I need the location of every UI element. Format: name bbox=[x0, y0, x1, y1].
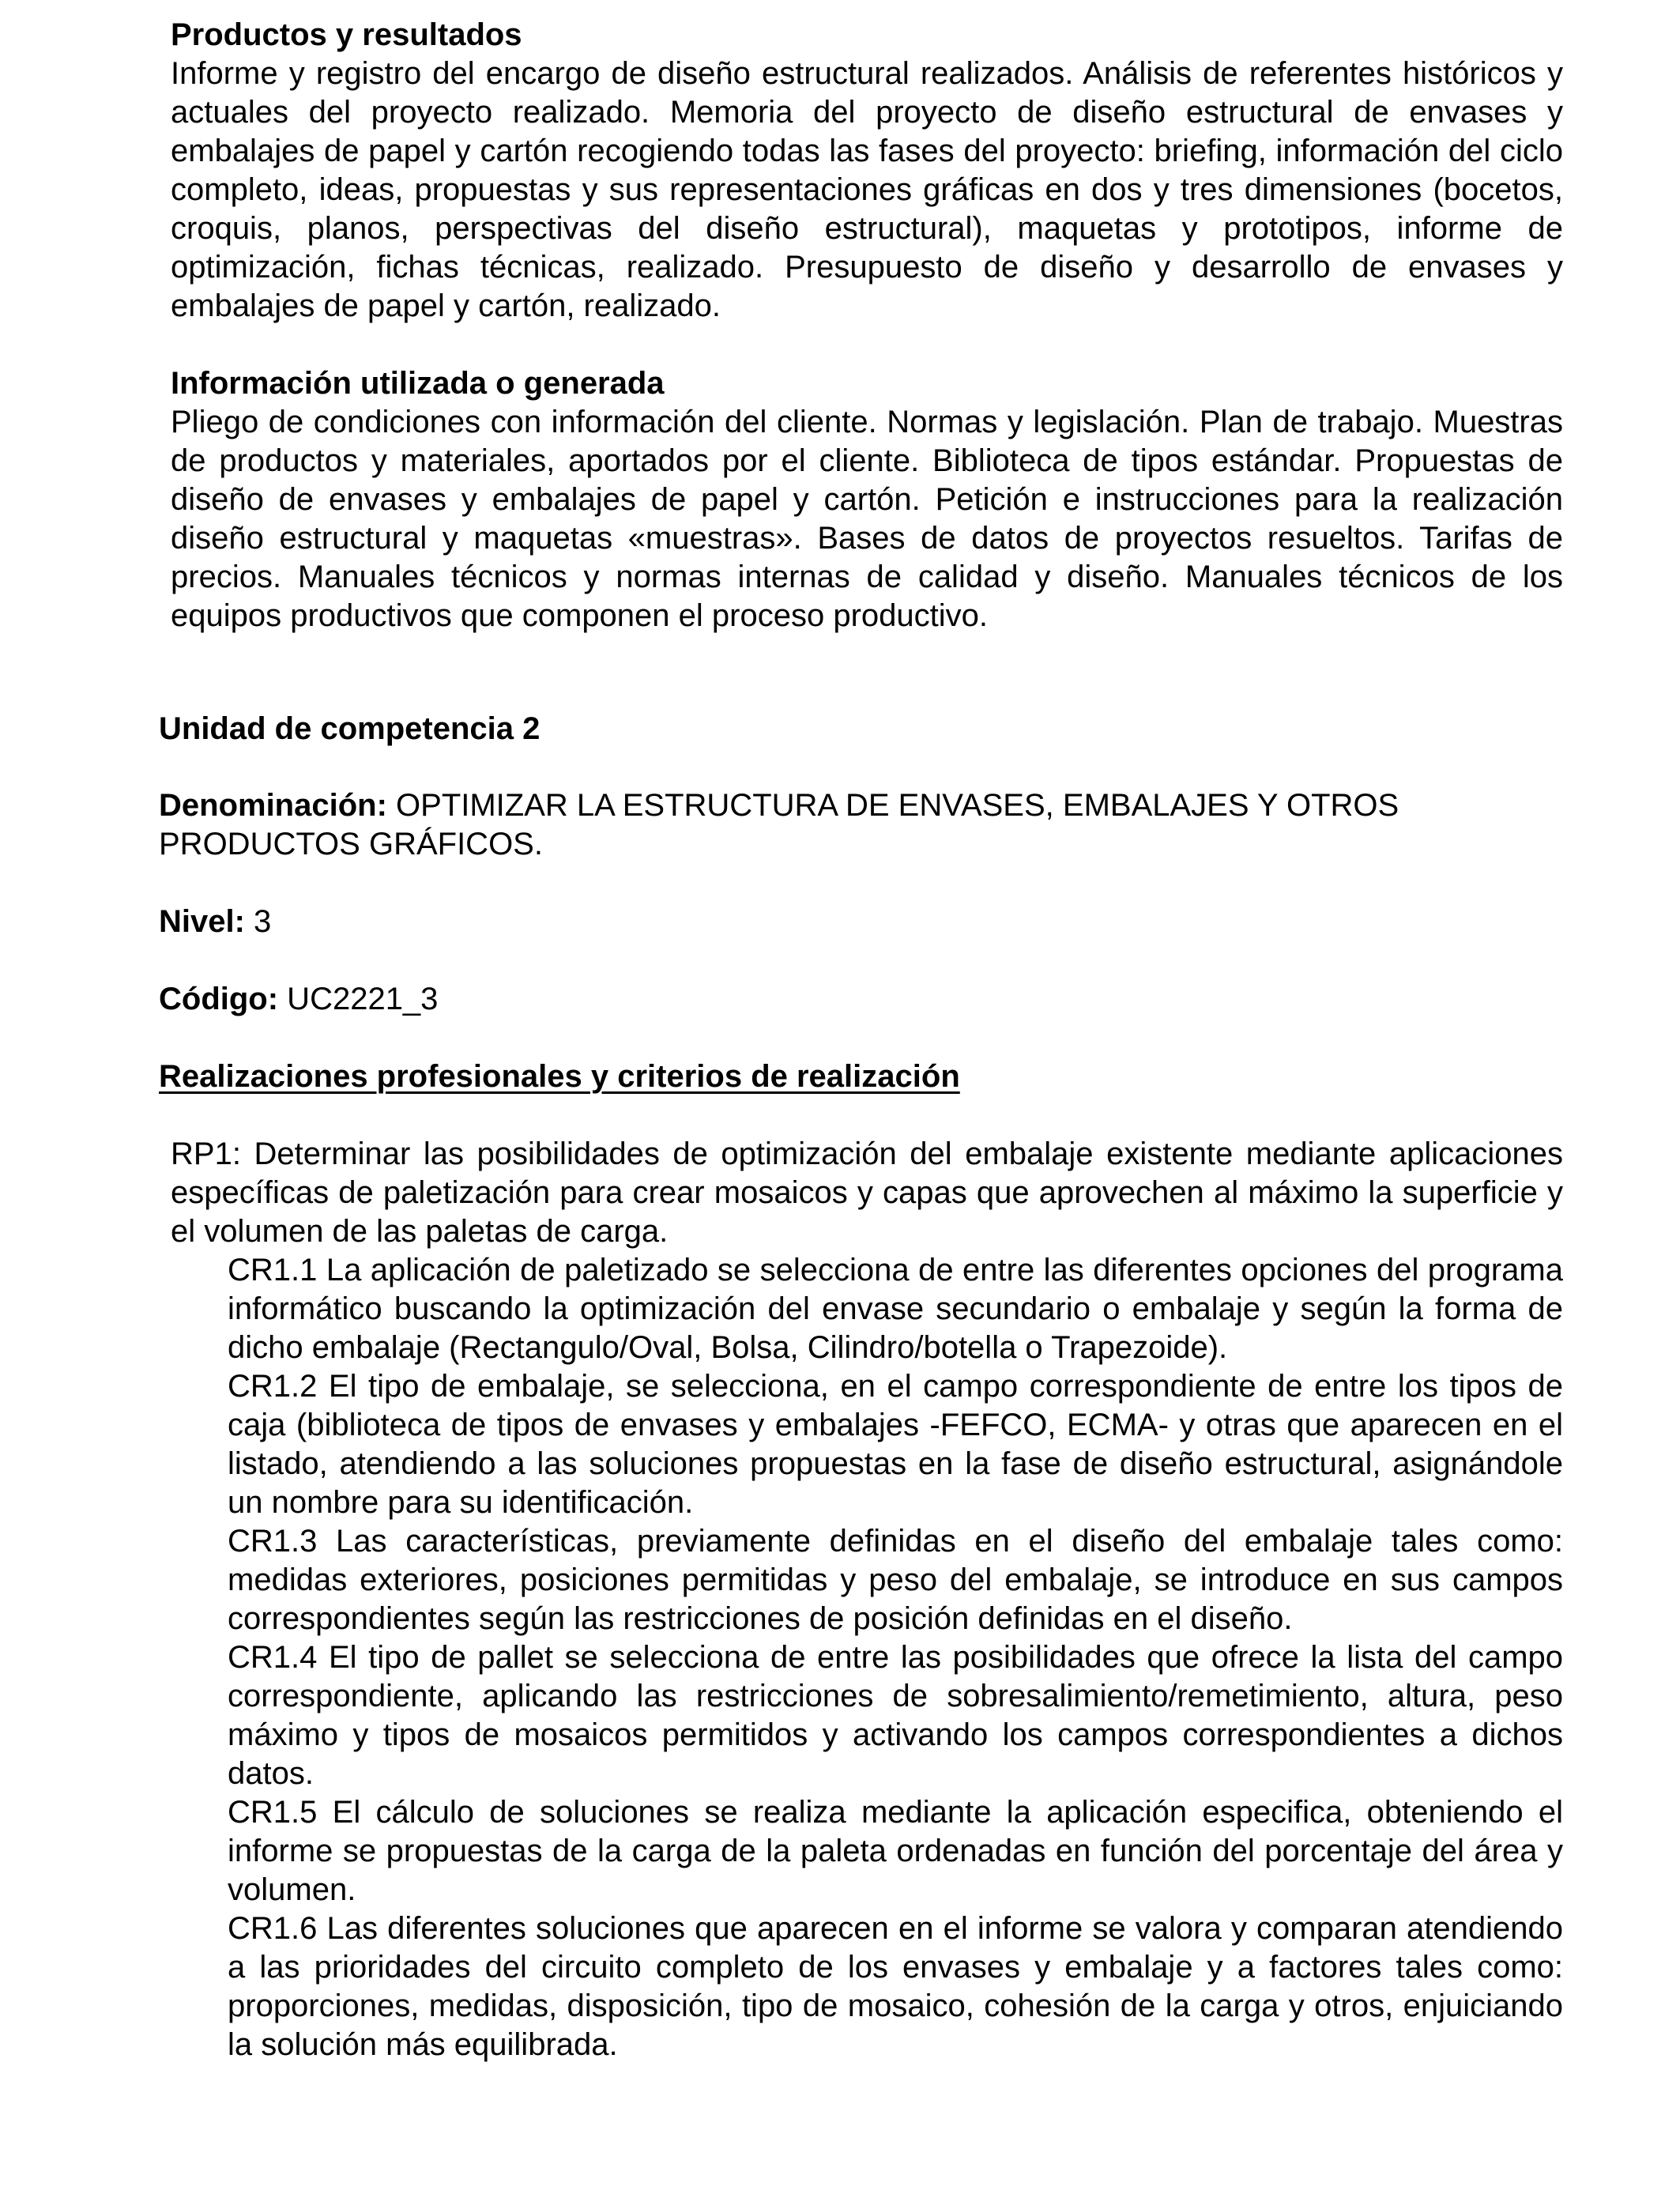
codigo-label: Código: bbox=[159, 982, 279, 1016]
codigo-line bbox=[159, 980, 1563, 1019]
denominacion-value: OPTIMIZAR LA ESTRUCTURA DE ENVASES, EMBALAJES Y OTROS PRODUCTOS GRÁFICOS. bbox=[159, 788, 1399, 861]
criterion-item: CR1.2 El tipo de embalaje, se selecciona, en el campo correspondiente de entre los tipos de caja (biblioteca de tipos de envases y embalajes -FEFCO, ECMA- y otras que aparecen en el listado, atendiendo a las soluciones propuestas en la fase de diseño estructural, asignándole un nombre para su identificación. bbox=[228, 1369, 1563, 1520]
criterion-item: CR1.4 El tipo de pallet se selecciona de entre las posibilidades que ofrece la lista del campo correspondiente, aplicando las restricciones de sobresalimiento/remetimiento, altura, peso máximo y tipos de mosaicos permitidos y activando los campos correspondientes a dichos datos. bbox=[228, 1640, 1563, 1791]
informacion-heading: Información utilizada o generada bbox=[171, 366, 665, 401]
informacion-text: Pliego de condiciones con información del cliente. Normas y legislación. Plan de trabajo. Muestras de productos y materiales, aportados por el cliente. Biblioteca de tipos estándar. Propuestas de diseño de envases y embalajes de papel y cartón. Petición e instrucciones para la realización diseño estructural y maquetas «muestras». Bases de datos de proyectos resueltos. Tarifas de precios. Manuales técnicos y normas internas de calidad y diseño. Manuales técnicos de los equipos productivos que componen el proceso productivo. bbox=[171, 405, 1563, 633]
productos-text: Informe y registro del encargo de diseño estructural realizados. Análisis de referentes históricos y actuales del proyecto realizado. Memoria del proyecto de diseño estructural de envases y embalajes de papel y cartón recogiendo todas las fases del proyecto: briefing, información del ciclo completo, ideas, propuestas y sus representaciones gráficas en dos y tres dimensiones (bocetos, croquis, planos, perspectivas del diseño estructural), maquetas y prototipos, informe de optimización, fichas técnicas, realizado. Presupuesto de diseño y desarrollo de envases y embalajes de papel y cartón, realizado. bbox=[171, 56, 1563, 323]
productos-section bbox=[171, 16, 1563, 326]
rp1-text: RP1: Determinar las posibilidades de optimización del embalaje existente mediante aplicaciones específicas de paletización para crear mosaicos y capas que aprovechen al máximo la superficie y el volumen de las paletas de carga. bbox=[171, 1137, 1563, 1249]
unidad-title: Unidad de competencia 2 bbox=[159, 711, 541, 746]
informacion-section bbox=[171, 364, 1563, 635]
denominacion-label: Denominación: bbox=[159, 788, 387, 823]
criterion-item: CR1.5 El cálculo de soluciones se realiza mediante la aplicación especifica, obteniendo el informe se propuestas de la carga de la paleta ordenadas en función del porcentaje del área y volumen. bbox=[228, 1795, 1563, 1907]
criterion-item: CR1.3 Las características, previamente definidas en el diseño del embalaje tales como: medidas exteriores, posiciones permitidas y peso del embalaje, se introduce en sus campos correspondientes según las restricciones de posición definidas en el diseño. bbox=[228, 1524, 1563, 1636]
nivel-value: 3 bbox=[244, 904, 272, 939]
realizaciones-heading: Realizaciones profesionales y criterios de realización bbox=[159, 1059, 960, 1094]
criterion-item: CR1.6 Las diferentes soluciones que aparecen en el informe se valora y comparan atendiendo a las prioridades del circuito completo de los envases y embalaje y a factores tales como: proporciones, medidas, disposición, tipo de mosaico, cohesión de la carga y otros, enjuiciando la solución más equilibrada. bbox=[228, 1911, 1563, 2062]
criteria-list bbox=[228, 1251, 1563, 2064]
productos-heading: Productos y resultados bbox=[171, 17, 522, 52]
nivel-line bbox=[159, 903, 1563, 941]
nivel-label: Nivel: bbox=[159, 904, 245, 939]
denominacion-line bbox=[159, 786, 1563, 864]
criterion-item: CR1.1 La aplicación de paletizado se selecciona de entre las diferentes opciones del programa informático buscando la optimización del envase secundario o embalaje y según la forma de dicho embalaje (Rectangulo/Oval, Bolsa, Cilindro/botella o Trapezoide). bbox=[228, 1253, 1563, 1365]
codigo-value: UC2221_3 bbox=[278, 982, 439, 1016]
